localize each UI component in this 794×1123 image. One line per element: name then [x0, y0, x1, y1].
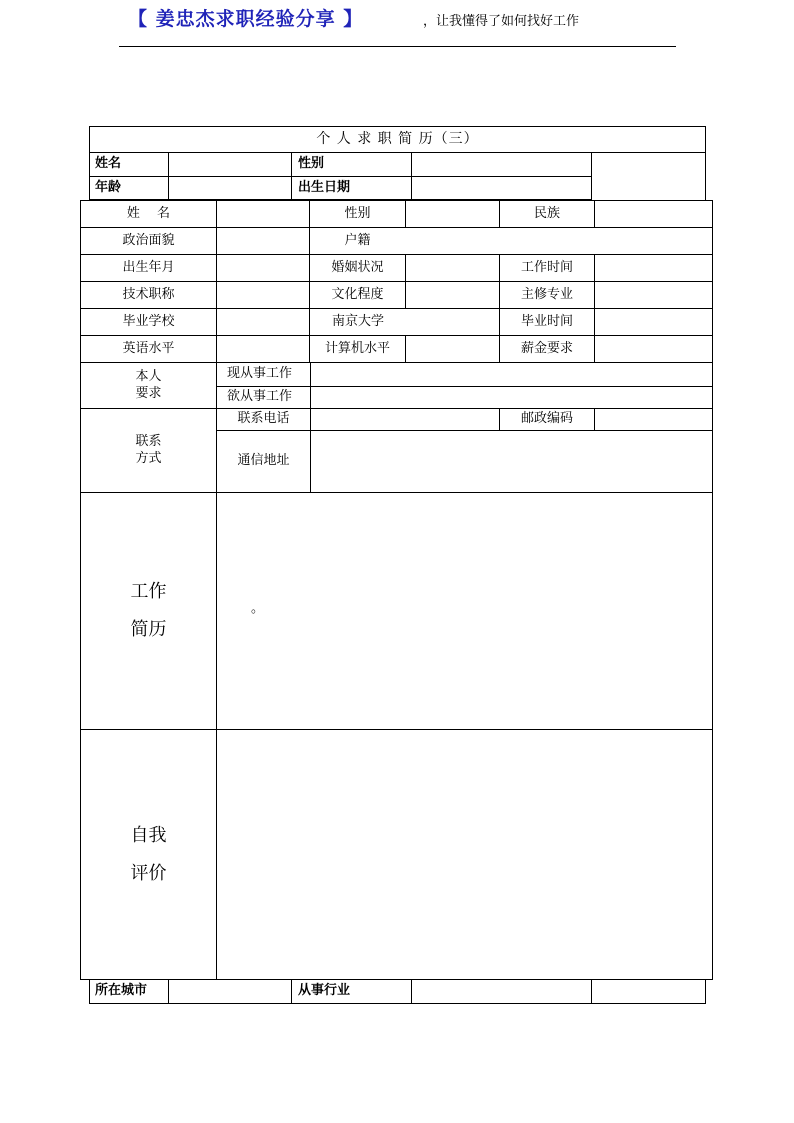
name-label: 姓 名	[126, 205, 171, 221]
computer-level-label: 计算机水平	[324, 340, 390, 356]
top-gender-field[interactable]	[412, 153, 591, 176]
work-history-label: 工作 简历	[130, 581, 167, 640]
resume-title: 个 人 求 职 简 历（三）	[316, 131, 479, 148]
salary-label: 薪金要求	[520, 340, 573, 356]
gender-field[interactable]	[406, 201, 499, 227]
photo-area[interactable]	[592, 153, 705, 199]
top-birth-field[interactable]	[412, 177, 591, 199]
self-evaluation-field[interactable]	[217, 730, 712, 979]
footer-extra-field[interactable]	[592, 980, 705, 1003]
english-level-label: 英语水平	[122, 340, 175, 356]
political-status-label: 政治面貌	[122, 232, 175, 248]
education-field[interactable]	[406, 282, 499, 308]
current-job-label: 现从事工作	[227, 366, 293, 382]
top-age-label: 年龄	[95, 179, 122, 195]
top-name-label: 姓名	[95, 156, 122, 172]
city-label: 所在城市	[95, 983, 148, 999]
phone-field[interactable]	[311, 409, 499, 430]
birthdate-label: 出生年月	[122, 259, 175, 275]
desired-job-field[interactable]	[311, 387, 712, 408]
contact-label: 联系 方式	[135, 433, 162, 466]
header-divider	[119, 46, 676, 47]
work-history-field[interactable]	[217, 493, 712, 729]
computer-level-field[interactable]	[406, 336, 499, 362]
ethnicity-field[interactable]	[595, 201, 712, 227]
political-status-field[interactable]	[217, 228, 309, 254]
english-level-field[interactable]	[217, 336, 309, 362]
graduation-time-field[interactable]	[595, 309, 712, 335]
top-gender-label: 性别	[298, 156, 325, 172]
work-history-mark: 。	[251, 601, 265, 616]
tech-title-field[interactable]	[217, 282, 309, 308]
self-evaluation-label: 自我 评价	[130, 824, 167, 884]
name-field[interactable]	[217, 201, 309, 227]
current-job-field[interactable]	[311, 363, 712, 386]
top-name-field[interactable]	[169, 153, 291, 176]
school-label: 毕业学校	[122, 313, 175, 329]
hukou-label: 户籍	[344, 232, 371, 248]
gender-label: 性别	[344, 205, 371, 221]
top-age-field[interactable]	[169, 177, 291, 199]
marital-status-label: 婚姻状况	[331, 259, 384, 275]
address-field[interactable]	[311, 431, 712, 492]
work-time-label: 工作时间	[520, 259, 573, 275]
postcode-label: 邮政编码	[520, 411, 573, 427]
hukou-field[interactable]	[406, 228, 712, 254]
ethnicity-label: 民族	[533, 205, 560, 221]
graduation-time-label: 毕业时间	[520, 313, 573, 329]
marital-status-field[interactable]	[406, 255, 499, 281]
brand-title: 【 姜忠杰求职经验分享 】	[128, 8, 364, 30]
address-label: 通信地址	[237, 453, 290, 469]
salary-field[interactable]	[595, 336, 712, 362]
industry-label: 从事行业	[298, 983, 351, 999]
tech-title-label: 技术职称	[122, 286, 175, 302]
school-field[interactable]: 南京大学	[331, 313, 384, 329]
phone-label: 联系电话	[237, 411, 290, 427]
major-field[interactable]	[595, 282, 712, 308]
education-label: 文化程度	[331, 286, 384, 302]
desired-job-label: 欲从事工作	[227, 389, 293, 405]
birthdate-field[interactable]	[217, 255, 309, 281]
brand-tagline: ，让我懂得了如何找好工作	[423, 14, 580, 29]
requirements-label: 本人 要求	[135, 368, 162, 401]
city-field[interactable]	[169, 980, 291, 1003]
industry-field[interactable]	[412, 980, 591, 1003]
work-time-field[interactable]	[595, 255, 712, 281]
top-birth-label: 出生日期	[298, 179, 351, 195]
major-label: 主修专业	[520, 286, 573, 302]
postcode-field[interactable]	[595, 409, 712, 430]
